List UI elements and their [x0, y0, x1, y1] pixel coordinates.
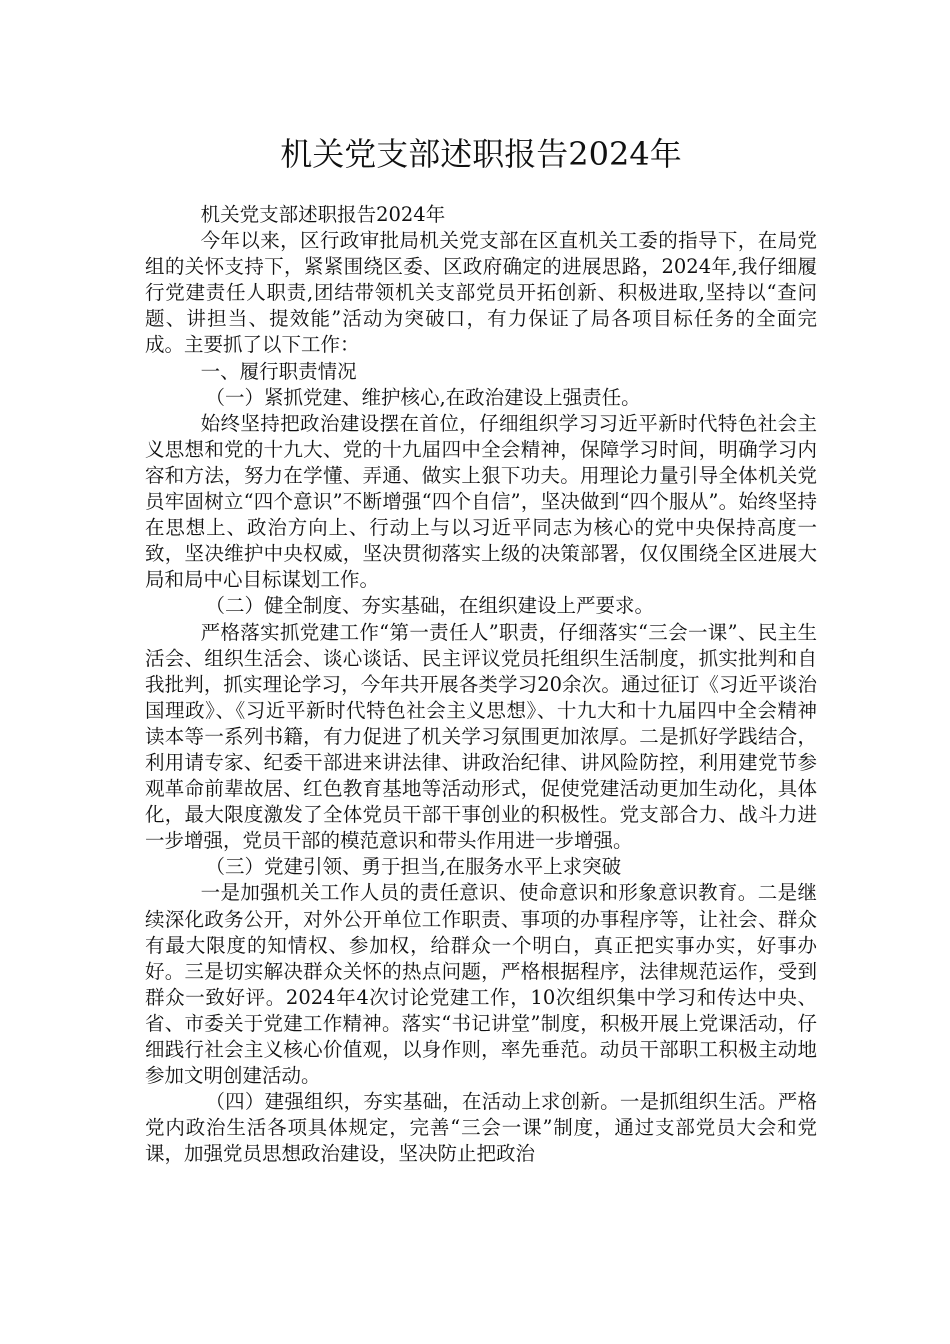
document-body: [145, 202, 817, 1167]
document-title: 机关党支部述职报告2024年: [280, 135, 682, 173]
paragraph-organization: 严格落实抓党建工作“第一责任人”职责，仔细落实“三会一课”、民主生活会、组织生活会、谈心谈话、民主评议党员托组织生活制度，抓实批判和自我批判，抓实理论学习，今年共开展各类学习20余次。通过征订《习近平谈治国理政》、《习近平新时代特色社会主义思想》、十九大和十九届四中全会精神读本等一系列书籍，有力促进了机关学习氛围更加浓厚。二是抓好学践结合，利用请专家、纪委干部进来讲法律、讲政治纪律、讲风险防控，利用建党节参观革命前辈故居、红色教育基地等活动形式，促使党建活动更加生动化，具体化，最大限度激发了全体党员干部干事创业的积极性。党支部合力、战斗力进一步增强，党员干部的模范意识和带头作用进一步增强。: [145, 620, 817, 853]
paragraph-subtitle: 机关党支部述职报告2024年: [200, 203, 446, 226]
paragraph-political: 始终坚持把政治建设摆在首位，仔细组织学习习近平新时代特色社会主义思想和党的十九大、党的十九届四中全会精神，保障学习时间，明确学习内容和方法，努力在学懂、弄通、做实上狠下功夫。用理论力量引导全体机关党员牢固树立“四个意识”不断增强“四个自信”，坚决做到“四个服从”。始终坚持在思想上、政治方向上、行动上与以习近平同志为核心的党中央保持高度一致，坚决维护中央权威，坚决贯彻落实上级的决策部署，仅仅围绕全区进展大局和局中心目标谋划工作。: [145, 411, 817, 592]
subsection-heading-3: （三）党建引领、勇于担当,在服务水平上求突破: [205, 855, 622, 879]
document-page: [145, 0, 817, 1167]
paragraph-intro: 今年以来，区行政审批局机关党支部在区直机关工委的指导下，在局党组的关怀支持下，紧紧围绕区委、区政府确定的进展思路，2024年,我仔细履行党建责任人职责,团结带领机关支部党员开拓创新、积极进取,坚持以“查问题、讲担当、提效能”活动为突破口，有力保证了局各项目标任务的全面完成。主要抓了以下工作：: [145, 229, 817, 357]
paragraph-service: 一是加强机关工作人员的责任意识、使命意识和形象意识教育。二是继续深化政务公开，对外公开单位工作职责、事项的办事程序等，让社会、群众有最大限度的知情权、参加权，给群众一个明白，真正把实事办实，好事办好。三是切实解决群众关怀的热点问题，严格根据程序，法律规范运作，受到群众一致好评。2024年4次讨论党建工作，10次组织集中学习和传达中央、省、市委关于党建工作精神。落实“书记讲堂”制度，积极开展上党课活动，仔细践行社会主义核心价值观，以身作则，率先垂范。动员干部职工积极主动地参加文明创建活动。: [145, 881, 817, 1088]
subsection-heading-1: （一）紧抓党建、维护核心,在政治建设上强责任。: [205, 385, 641, 409]
subsection-heading-4: （四）建强组织，夯实基础，在活动上求创新。一是抓组织生活。严格党内政治生活各项具体规定，完善“三会一课”制度，通过支部党员大会和党课，加强党员思想政治建设，坚决防止把政治: [145, 1090, 817, 1166]
subsection-heading-2: （二）健全制度、夯实基础，在组织建设上严要求。: [205, 594, 654, 618]
section-heading-1: 一、履行职责情况: [200, 359, 357, 383]
